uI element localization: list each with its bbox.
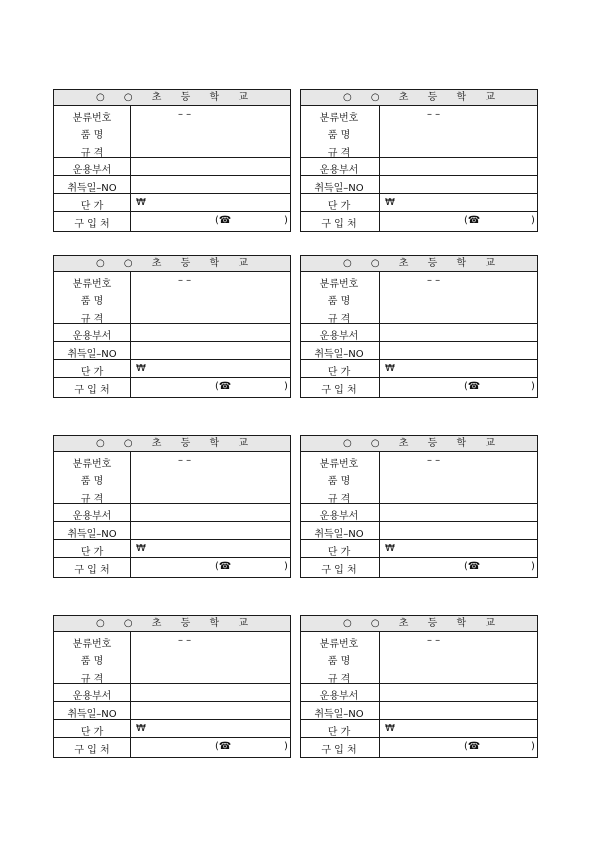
acquisition-date-label: 취득일–NO (314, 709, 364, 720)
acquisition-date-label: 취득일–NO (67, 709, 117, 720)
classification-number-value: – – (427, 635, 441, 646)
acquisition-date-label: 취득일–NO (67, 349, 117, 360)
label-body (54, 106, 290, 231)
asset-label-card (53, 89, 291, 232)
spec-label: 규 격 (327, 148, 351, 159)
label-body (301, 632, 537, 757)
phone-icon: (☎ (215, 215, 232, 226)
school-name-header: ○ ○ 초 등 학 교 (54, 436, 290, 452)
unit-price-label: 단 가 (327, 727, 351, 738)
column-divider (130, 272, 131, 397)
item-name-label: 품 명 (327, 130, 351, 141)
department-label: 운용부서 (319, 331, 359, 342)
classification-number-label: 분류번호 (319, 279, 359, 290)
asset-label-card (300, 615, 538, 758)
phone-close-paren: ) (284, 561, 288, 572)
department-label: 운용부서 (72, 165, 112, 176)
classification-number-label: 분류번호 (319, 113, 359, 124)
department-label: 운용부서 (72, 331, 112, 342)
supplier-label: 구 입 처 (74, 565, 110, 576)
phone-icon: (☎ (215, 561, 232, 572)
label-body (54, 272, 290, 397)
classification-number-label: 분류번호 (72, 459, 112, 470)
currency-symbol: ₩ (136, 363, 146, 374)
spec-label: 규 격 (80, 494, 104, 505)
column-divider (379, 632, 380, 757)
asset-label-card (300, 255, 538, 398)
supplier-label: 구 입 처 (74, 745, 110, 756)
acquisition-date-label: 취득일–NO (67, 529, 117, 540)
supplier-label: 구 입 처 (321, 385, 357, 396)
acquisition-date-label: 취득일–NO (67, 183, 117, 194)
acquisition-date-label: 취득일–NO (314, 183, 364, 194)
phone-icon: (☎ (464, 561, 481, 572)
currency-symbol: ₩ (385, 723, 395, 734)
supplier-label: 구 입 처 (321, 565, 357, 576)
phone-icon: (☎ (464, 215, 481, 226)
currency-symbol: ₩ (385, 363, 395, 374)
classification-number-value: – – (427, 455, 441, 466)
department-label: 운용부서 (72, 691, 112, 702)
item-name-label: 품 명 (80, 656, 104, 667)
classification-number-label: 분류번호 (72, 639, 112, 650)
school-name-header: ○ ○ 초 등 학 교 (301, 616, 537, 632)
department-label: 운용부서 (319, 691, 359, 702)
column-divider (130, 106, 131, 231)
item-name-label: 품 명 (80, 130, 104, 141)
column-divider (379, 452, 380, 577)
currency-symbol: ₩ (136, 543, 146, 554)
phone-close-paren: ) (284, 215, 288, 226)
department-label: 운용부서 (319, 511, 359, 522)
currency-symbol: ₩ (136, 723, 146, 734)
classification-number-label: 분류번호 (319, 459, 359, 470)
currency-symbol: ₩ (385, 543, 395, 554)
unit-price-label: 단 가 (327, 547, 351, 558)
supplier-label: 구 입 처 (321, 219, 357, 230)
item-name-label: 품 명 (80, 476, 104, 487)
phone-icon: (☎ (215, 381, 232, 392)
phone-close-paren: ) (531, 215, 535, 226)
classification-number-label: 분류번호 (72, 113, 112, 124)
label-body (301, 272, 537, 397)
label-body (54, 632, 290, 757)
phone-icon: (☎ (464, 381, 481, 392)
phone-close-paren: ) (531, 381, 535, 392)
supplier-label: 구 입 처 (321, 745, 357, 756)
spec-label: 규 격 (327, 494, 351, 505)
asset-label-card (53, 435, 291, 578)
unit-price-label: 단 가 (327, 201, 351, 212)
asset-label-card (300, 89, 538, 232)
school-name-header: ○ ○ 초 등 학 교 (54, 90, 290, 106)
school-name-header: ○ ○ 초 등 학 교 (301, 436, 537, 452)
classification-number-value: – – (178, 275, 192, 286)
school-name-header: ○ ○ 초 등 학 교 (54, 616, 290, 632)
school-name-header: ○ ○ 초 등 학 교 (54, 256, 290, 272)
phone-close-paren: ) (284, 381, 288, 392)
label-body (54, 452, 290, 577)
currency-symbol: ₩ (136, 197, 146, 208)
label-body (301, 106, 537, 231)
item-name-label: 품 명 (327, 656, 351, 667)
spec-label: 규 격 (80, 314, 104, 325)
asset-label-card (300, 435, 538, 578)
classification-number-value: – – (178, 455, 192, 466)
item-name-label: 품 명 (327, 296, 351, 307)
classification-number-label: 분류번호 (319, 639, 359, 650)
classification-number-value: – – (427, 109, 441, 120)
phone-icon: (☎ (215, 741, 232, 752)
spec-label: 규 격 (80, 148, 104, 159)
school-name-header: ○ ○ 초 등 학 교 (301, 90, 537, 106)
phone-close-paren: ) (531, 741, 535, 752)
classification-number-label: 분류번호 (72, 279, 112, 290)
spec-label: 규 격 (327, 674, 351, 685)
column-divider (130, 632, 131, 757)
department-label: 운용부서 (72, 511, 112, 522)
asset-label-card (53, 615, 291, 758)
column-divider (379, 106, 380, 231)
phone-close-paren: ) (284, 741, 288, 752)
asset-label-card (53, 255, 291, 398)
classification-number-value: – – (178, 635, 192, 646)
spec-label: 규 격 (327, 314, 351, 325)
supplier-label: 구 입 처 (74, 385, 110, 396)
column-divider (130, 452, 131, 577)
label-body (301, 452, 537, 577)
unit-price-label: 단 가 (327, 367, 351, 378)
supplier-label: 구 입 처 (74, 219, 110, 230)
acquisition-date-label: 취득일–NO (314, 529, 364, 540)
phone-icon: (☎ (464, 741, 481, 752)
department-label: 운용부서 (319, 165, 359, 176)
unit-price-label: 단 가 (80, 727, 104, 738)
item-name-label: 품 명 (327, 476, 351, 487)
unit-price-label: 단 가 (80, 201, 104, 212)
column-divider (379, 272, 380, 397)
school-name-header: ○ ○ 초 등 학 교 (301, 256, 537, 272)
unit-price-label: 단 가 (80, 547, 104, 558)
item-name-label: 품 명 (80, 296, 104, 307)
phone-close-paren: ) (531, 561, 535, 572)
classification-number-value: – – (178, 109, 192, 120)
spec-label: 규 격 (80, 674, 104, 685)
currency-symbol: ₩ (385, 197, 395, 208)
acquisition-date-label: 취득일–NO (314, 349, 364, 360)
unit-price-label: 단 가 (80, 367, 104, 378)
classification-number-value: – – (427, 275, 441, 286)
